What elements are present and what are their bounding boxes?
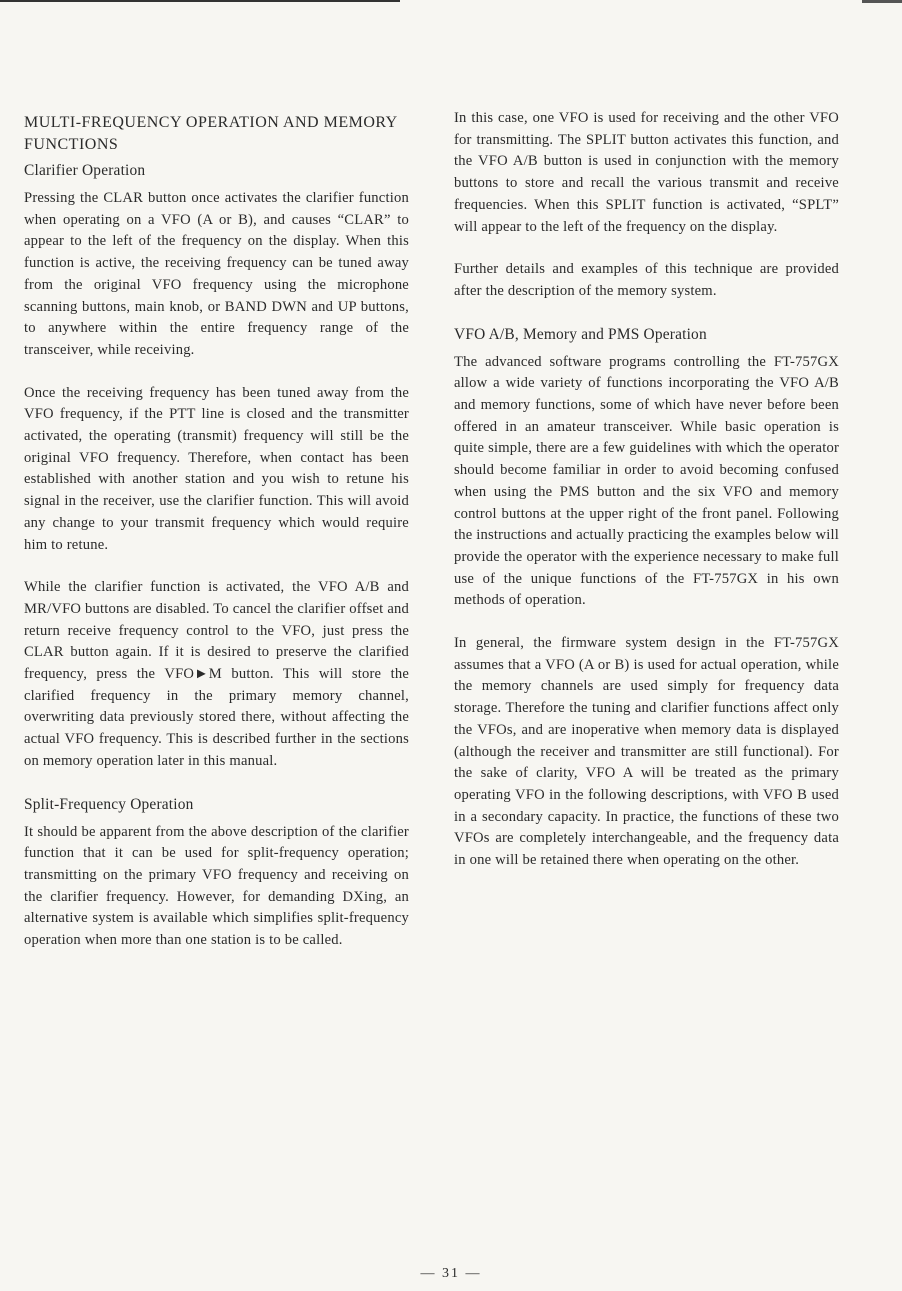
clarifier-paragraph-2: Once the receiving frequency has been tuned away from the VFO frequency, if the PTT line is closed and the transmitter activated, the operating (transmit) frequency will still be the original VFO frequency. Therefore, when contact has been established with another station and you wish to retune his signal in the receiver, use the clarifier function. This will avoid any change to your transmit frequency which would require him to retune. xyxy=(24,384,409,553)
split-paragraph-2: In this case, one VFO is used for receiving and the other VFO for transmitting. The SPLIT button activates this function, and the VFO A/B button is used in conjunction with the memory buttons to store and recall the various transmit and receive frequencies. When this SPLIT function is activated, “SPLT” will appear to the left of the frequency on the display. xyxy=(454,110,839,235)
clarifier-heading: Clarifier Operation xyxy=(24,162,146,179)
left-column xyxy=(24,108,409,973)
right-column xyxy=(454,108,839,893)
split-paragraph-1: It should be apparent from the above description of the clarifier function that it can be used for split-frequency operation; transmitting on the primary VFO frequency and receiving on the clarifier frequency. However, for demanding DXing, an alternative system is available which simplifies split-frequency operation when more than one station is to be called. xyxy=(24,823,409,949)
scan-edge-line-right xyxy=(862,0,902,3)
split-paragraph-3: Further details and examples of this technique are provided after the description of the memory system. xyxy=(454,261,839,299)
split-heading: Split-Frequency Operation xyxy=(24,795,194,813)
vfo-heading: VFO A/B, Memory and PMS Operation xyxy=(454,325,707,343)
section-title: MULTI-FREQUENCY OPERATION AND MEMORY FUNCTIONS xyxy=(24,114,398,153)
clarifier-paragraph-3: While the clarifier function is activated, the VFO A/B and MR/VFO buttons are disabled. To cancel the clarifier offset and return receive frequency control to the VFO, just press the CLAR button again. If it is desired to preserve the clarified frequency, press the VFO►M button. This will store the clarified frequency in the primary memory channel, overwriting data previously stored there, without affecting the actual VFO frequency. This is described further in the sections on memory operation later in this manual. xyxy=(24,579,409,769)
page-number: — 31 — xyxy=(420,1266,482,1281)
vfo-paragraph-1: The advanced software programs controlling the FT-757GX allow a wide variety of functions incorporating the VFO A/B and memory functions, some of which have never before been offered in an amateur transceiver. While basic operation is quite simple, there are a few guidelines with which the operator should become familiar in order to avoid becoming confused when using the PMS button and the six VFO and memory control buttons at the upper right of the front panel. Following the instructions and actually practicing the examples below will provide the operator with the experience necessary to make full use of the unique functions of the FT-757GX in his own methods of operation. xyxy=(454,353,839,609)
vfo-paragraph-2: In general, the firmware system design in the FT-757GX assumes that a VFO (A or B) is used for actual operation, while the memory channels are used simply for frequency data storage. Therefore the tuning and clarifier functions affect only the VFOs, and are inoperative when memory data is displayed (although the receiver and transmitter are still functional). For the sake of clarity, VFO A will be treated as the primary operating VFO in the following descriptions, with VFO B used in a secondary capacity. In practice, the functions of these two VFOs are completely interchangeable, and the frequency data in one will be retained there when operating on the other. xyxy=(454,635,839,869)
clarifier-paragraph-1: Pressing the CLAR button once activates the clarifier function when operating on a VFO (A or B), and causes “CLAR” to appear to the left of the frequency on the display. When this function is active, the receiving frequency can be tuned away from the original VFO frequency using the microphone scanning buttons, main knob, or BAND DWN and UP buttons, to anywhere within the entire frequency range of the transceiver, while receiving. xyxy=(24,190,409,358)
scan-edge-line xyxy=(0,0,400,2)
